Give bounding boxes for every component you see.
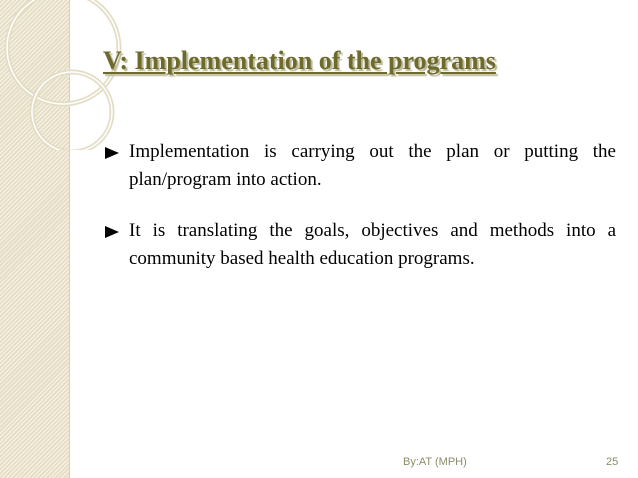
slide-title: V: Implementation of the programs <box>103 46 496 75</box>
bullet-item <box>104 138 616 194</box>
bullet-list <box>104 138 616 296</box>
bullet-text: Implementation is carrying out the plan or putting the plan/program into action. <box>129 141 616 190</box>
bullet-text: It is translating the goals, objectives and methods into a community based health education programs. <box>129 220 616 269</box>
footer-author: By:AT (MPH) <box>403 456 467 468</box>
bullet-item <box>104 217 616 273</box>
bullet-marker-icon <box>104 225 120 239</box>
page-number: 25 <box>606 456 619 468</box>
bullet-marker-icon <box>104 146 120 160</box>
